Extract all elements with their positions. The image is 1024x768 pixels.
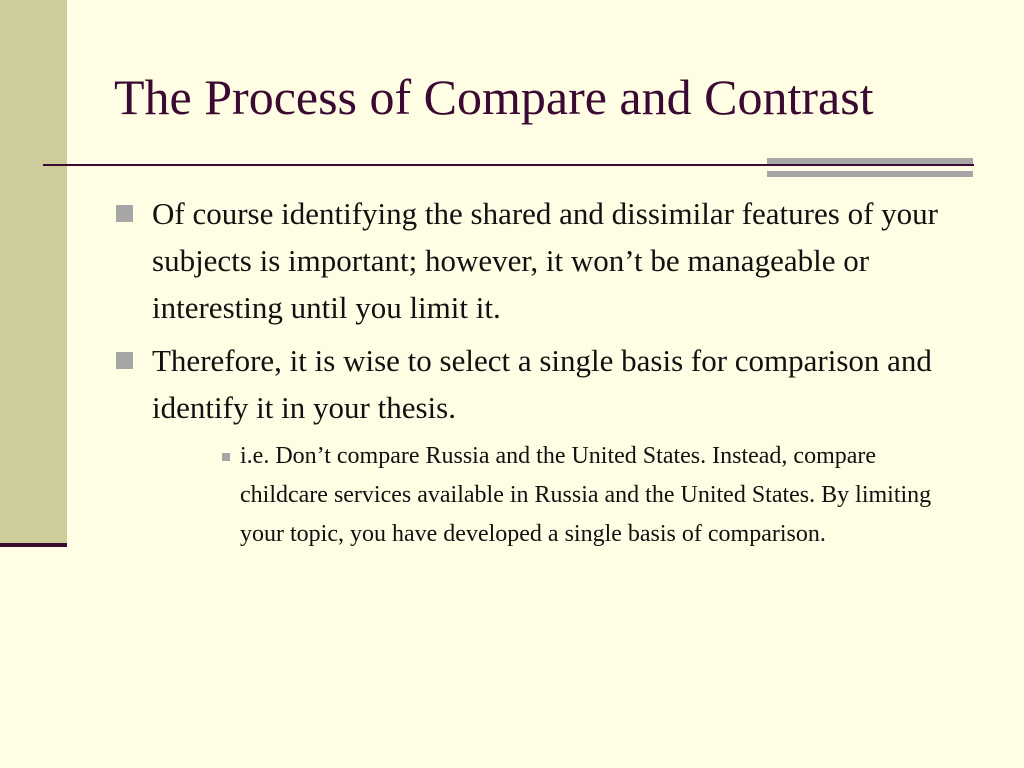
bullet-item [116,337,976,431]
small-square-bullet-icon [222,453,230,461]
bullet-text: Of course identifying the shared and dissimilar features of your subjects is important; however, it won’t be manageable or interesting until you limit it. [152,196,938,325]
bullet-text: Therefore, it is wise to select a single basis for comparison and identify it in your thesis. [152,343,932,425]
square-bullet-icon [116,352,133,369]
left-band-rule [0,543,67,547]
slide-title: The Process of Compare and Contrast [114,69,874,125]
sub-bullet-item [222,437,956,554]
square-bullet-icon [116,205,133,222]
bullet-item [116,190,976,331]
left-decorative-band [0,0,67,545]
slide-body [116,190,976,554]
title-accent-bars [767,158,973,178]
sub-bullet-text: i.e. Don’t compare Russia and the United States. Instead, compare childcare services available in Russia and the United States. By limiting your topic, you have developed a single basis of comparison. [240,443,932,547]
